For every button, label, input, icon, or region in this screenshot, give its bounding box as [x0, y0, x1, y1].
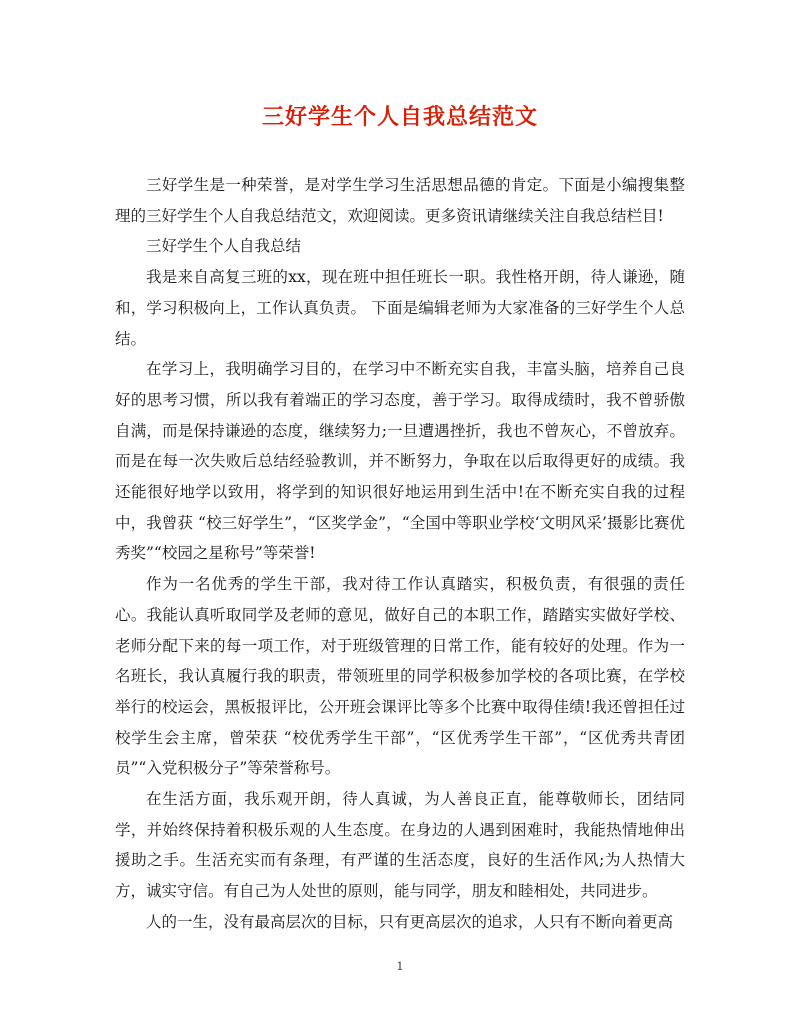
paragraph-intro: 三好学生是一种荣誉，是对学生学习生活思想品德的肯定。下面是小编搜集整理的三好学生个人自我总结范文，欢迎阅读。更多资讯请继续关注自我总结栏目!: [115, 176, 685, 225]
section-heading: 三好学生个人自我总结: [146, 237, 302, 256]
paragraph-conclusion: 人的一生，没有最高层次的目标，只有更高层次的追求，人只有不断向着更高: [146, 912, 674, 931]
document-title: 三好学生个人自我总结范文: [261, 104, 538, 130]
paragraph-self-intro: 我是来自高复三班的xx，现在班中担任班长一职。我性格开朗，待人谦逊，随和，学习积极向上，工作认真负责。 下面是编辑老师为大家准备的三好学生个人总结。: [115, 268, 685, 348]
paragraph-study: 在学习上，我明确学习目的，在学习中不断充实自我，丰富头脑，培养自己良好的思考习惯，所以我有着端正的学习态度，善于学习。取得成绩时，我不曾骄傲自满，而是保持谦逊的态度，继续努力;一旦遭遇挫折，我也不曾灰心，不曾放弃。而是在每一次失败后总结经验教训，并不断努力，争取在以后取得更好的成绩。我还能很好地学以致用，将学到的知识很好地运用到生活中!在不断充实自我的过程中，我曾获 “校三好学生”，“区奖学金”，“全国中等职业学校‘文明风采’摄影比赛优秀奖”“校园之星称号”等荣誉!: [115, 360, 685, 563]
document-body: [115, 170, 685, 938]
page-number: 1: [396, 960, 404, 973]
paragraph-life: 在生活方面，我乐观开朗，待人真诚，为人善良正直，能尊敬师长，团结同学，并始终保持着积极乐观的人生态度。在身边的人遇到困难时，我能热情地伸出援助之手。生活充实而有条理，有严谨的生活态度，良好的生活作风;为人热情大方，诚实守信。有自己为人处世的原则，能与同学，朋友和睦相处，共同进步。: [115, 790, 685, 901]
paragraph-work: 作为一名优秀的学生干部，我对待工作认真踏实，积极负责，有很强的责任心。我能认真听取同学及老师的意见，做好自己的本职工作，踏踏实实做好学校、老师分配下来的每一项工作，对于班级管理的日常工作，能有较好的处理。作为一名班长，我认真履行我的职责，带领班里的同学积极参加学校的各项比赛，在学校举行的校运会，黑板报评比，公开班会课评比等多个比赛中取得佳绩!我还曾担任过校学生会主席，曾荣获 “校优秀学生干部”，“区优秀学生干部”，“区优秀共青团员”“入党积极分子”等荣誉称号。: [115, 575, 685, 778]
